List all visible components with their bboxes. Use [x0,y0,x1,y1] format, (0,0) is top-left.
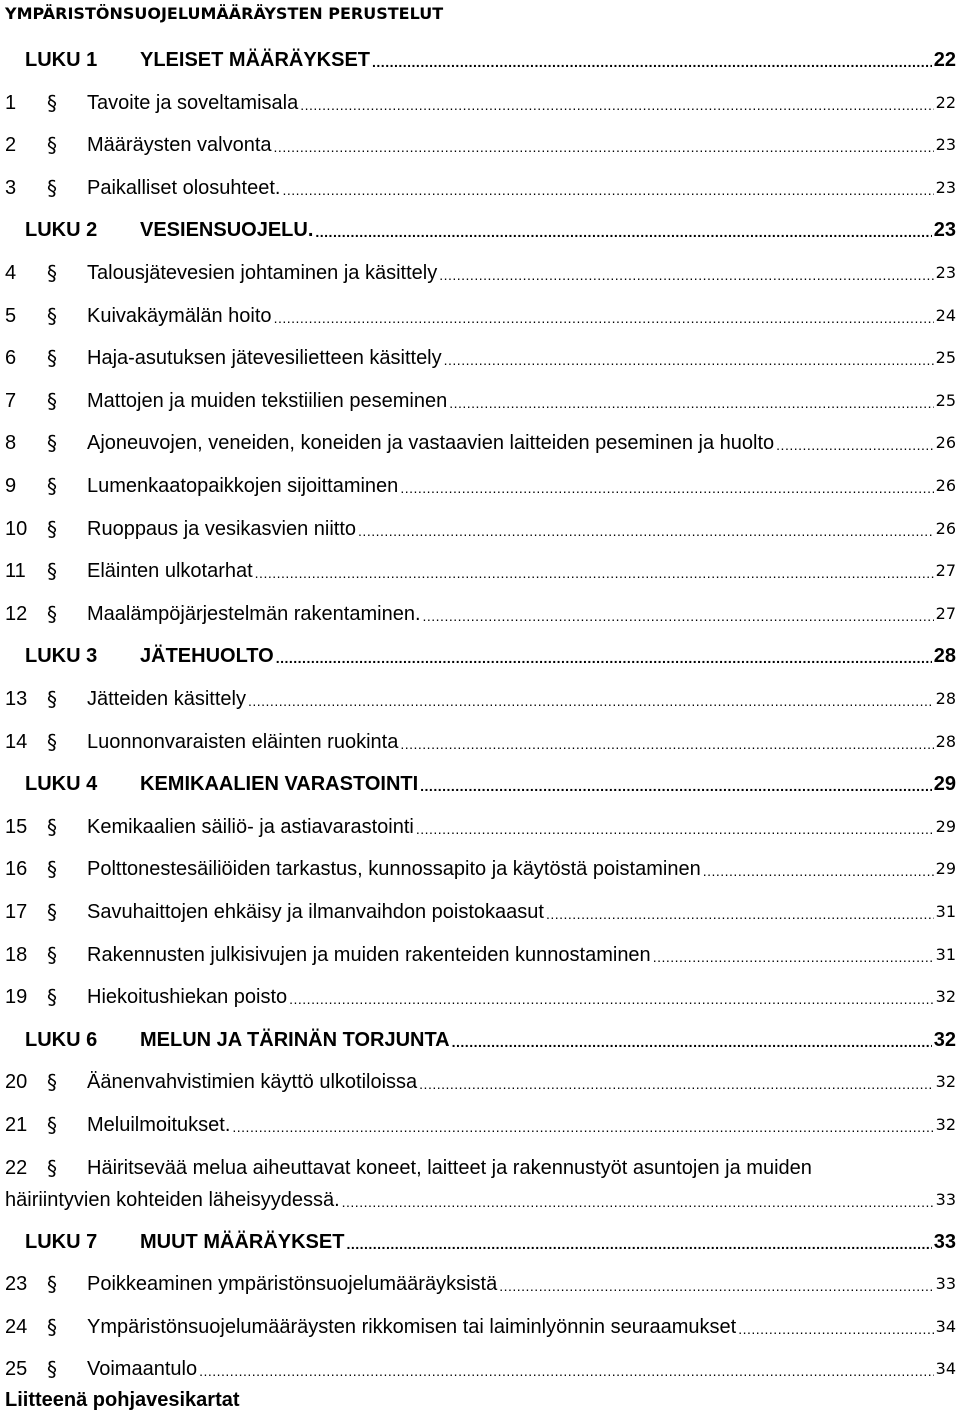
page-number: 23 [935,178,956,197]
section-sign-icon: § [47,985,57,1009]
page-number: 32 [935,987,956,1006]
toc-section-row[interactable] [5,809,956,839]
page-number: 33 [933,1231,956,1253]
page-number: 32 [935,1115,956,1134]
toc-entry-label: Paikalliset olosuhteet. [87,177,281,199]
section-number: 23 [5,1273,28,1295]
toc-entry-label: Maalämpöjärjestelmän rakentaminen. [87,603,421,625]
toc-section-row[interactable] [5,255,956,285]
chapter-number: LUKU 1 [25,49,98,71]
page-number: 31 [935,902,956,921]
section-number: 16 [5,858,28,880]
toc-section-row[interactable] [5,681,956,711]
section-sign-icon: § [47,559,57,583]
toc-entry-label: Luonnonvaraisten eläinten ruokinta [87,731,399,753]
section-sign-icon: § [47,133,57,157]
section-number: 19 [5,986,28,1008]
toc-section-row[interactable] [5,553,956,583]
section-number: 15 [5,816,28,838]
section-sign-icon: § [47,943,57,967]
dot-leader [400,730,933,754]
toc-section-row[interactable] [5,1107,956,1137]
page-number: 23 [935,263,956,282]
section-number: 9 [5,475,17,497]
page-number: 28 [933,645,956,667]
dot-leader [703,857,934,881]
section-number: 4 [5,262,17,284]
dot-leader [653,943,934,967]
toc-entry-label: MELUN JA TÄRINÄN TORJUNTA [140,1029,450,1051]
toc-entry-label: VESIENSUOJELU. [140,219,314,241]
section-number: 5 [5,305,17,327]
section-number: 22 [5,1157,28,1179]
page-number: 25 [935,348,956,367]
section-sign-icon: § [47,474,57,498]
toc-entry-label-continued: häiriintyvien kohteiden läheisyydessä. [5,1189,340,1211]
section-sign-icon: § [47,261,57,285]
section-sign-icon: § [47,517,57,541]
dot-leader [776,431,933,455]
chapter-number: LUKU 7 [25,1231,98,1253]
dot-leader [439,261,933,285]
toc-section-row[interactable] [5,724,956,754]
toc-entry-label: Määräysten valvonta [87,134,272,156]
toc-entry-label: Voimaantulo [87,1358,198,1380]
chapter-number: LUKU 4 [25,773,98,795]
dot-leader [300,91,933,115]
page-number: 27 [935,561,956,580]
dot-leader [546,900,934,924]
page-number: 28 [935,689,956,708]
page-number: 23 [933,219,956,241]
chapter-number: LUKU 2 [25,219,98,241]
section-sign-icon: § [47,1357,57,1381]
section-number: 14 [5,731,28,753]
toc-entry-label: Häiritsevää melua aiheuttavat koneet, laitteet ja rakennustyöt asuntojen ja muiden [87,1157,812,1179]
page-number: 22 [935,93,956,112]
page-number: 26 [935,476,956,495]
dot-leader [400,474,933,498]
toc-section-row[interactable] [5,1064,956,1094]
page-number: 31 [935,945,956,964]
dot-leader [449,389,933,413]
toc-chapter-row[interactable] [5,1022,956,1052]
section-number: 12 [5,603,28,625]
page-number: 32 [933,1029,956,1051]
section-number: 13 [5,688,28,710]
section-number: 18 [5,944,28,966]
section-sign-icon: § [47,687,57,711]
dot-leader [444,346,934,370]
section-number: 6 [5,347,17,369]
dot-leader [315,218,931,242]
toc-section-row-wrapped[interactable] [5,1152,956,1216]
dot-leader [232,1113,933,1137]
section-sign-icon: § [47,1156,57,1180]
section-number: 10 [5,518,28,540]
toc-chapter-row[interactable] [5,766,956,796]
toc-section-row[interactable] [5,1309,956,1339]
toc-entry-label: Poikkeaminen ympäristönsuojelumääräyksistä [87,1273,498,1295]
toc-entry-label: JÄTEHUOLTO [140,645,274,667]
section-sign-icon: § [47,1315,57,1339]
section-number: 25 [5,1358,28,1380]
section-sign-icon: § [47,431,57,455]
section-sign-icon: § [47,815,57,839]
toc-entry-label: Savuhaittojen ehkäisy ja ilmanvaihdon poistokaasut [87,901,544,923]
toc-entry-label: Eläinten ulkotarhat [87,560,253,582]
toc-section-row[interactable] [5,596,956,626]
page-number: 29 [935,817,956,836]
section-sign-icon: § [47,389,57,413]
section-sign-icon: § [47,730,57,754]
section-number: 3 [5,177,17,199]
dot-leader [419,1070,933,1094]
toc-section-row[interactable] [5,851,956,881]
section-sign-icon: § [47,1113,57,1137]
toc-entry-label: Talousjätevesien johtaminen ja käsittely [87,262,438,284]
toc-section-row[interactable] [5,1266,956,1296]
page-number: 28 [935,732,956,751]
page-number: 33 [935,1190,956,1209]
appendix-note: Liitteenä pohjavesikartat [5,1389,240,1411]
dot-leader [274,304,934,328]
chapter-number: LUKU 3 [25,645,98,667]
toc-entry-label: Polttonestesäiliöiden tarkastus, kunnossapito ja käytöstä poistaminen [87,858,701,880]
dot-leader [499,1272,933,1296]
section-sign-icon: § [47,857,57,881]
section-number: 17 [5,901,28,923]
toc-section-row[interactable] [5,979,956,1009]
dot-leader [423,602,934,626]
toc-entry-label: Ympäristönsuojelumääräysten rikkomisen tai laiminlyönnin seuraamukset [87,1316,737,1338]
page-number: 27 [935,604,956,623]
section-number: 8 [5,432,17,454]
toc-chapter-row[interactable] [5,638,956,668]
toc-section-row[interactable] [5,170,956,200]
toc-section-row[interactable] [5,298,956,328]
toc-chapter-row[interactable] [5,42,956,72]
dot-leader [289,985,934,1009]
dot-leader [282,176,933,200]
toc-entry-label: KEMIKAALIEN VARASTOINTI [140,773,419,795]
section-sign-icon: § [47,602,57,626]
toc-section-row[interactable] [5,85,956,115]
page-number: 25 [935,391,956,410]
section-number: 21 [5,1114,28,1136]
toc-chapter-row[interactable] [5,212,956,242]
toc-entry-label: Kemikaalien säiliö- ja astiavarastointi [87,816,414,838]
dot-leader [416,815,934,839]
toc-entry-label: Jätteiden käsittely [87,688,246,710]
page-number: 23 [935,135,956,154]
toc-chapter-row[interactable] [5,1224,956,1254]
dot-leader [372,48,932,72]
dot-leader [199,1357,934,1381]
page-number: 29 [935,859,956,878]
dot-leader [274,133,934,157]
toc-entry-label: Lumenkaatopaikkojen sijoittaminen [87,475,399,497]
toc-entry-label: Ruoppaus ja vesikasvien niitto [87,518,357,540]
section-number: 24 [5,1316,28,1338]
toc-entry-label: Meluilmoitukset. [87,1114,231,1136]
section-number: 1 [5,92,17,114]
toc-entry-label: Ajoneuvojen, veneiden, koneiden ja vastaavien laitteiden peseminen ja huolto [87,432,775,454]
dot-leader [342,1184,934,1216]
dot-leader [420,772,932,796]
dot-leader [255,559,934,583]
toc-section-row[interactable] [5,511,956,541]
section-sign-icon: § [47,176,57,200]
section-sign-icon: § [47,900,57,924]
chapter-number: LUKU 6 [25,1029,98,1051]
toc-entry-label: Hiekoitushiekan poisto [87,986,288,1008]
toc-entry-label: Rakennusten julkisivujen ja muiden rakenteiden kunnostaminen [87,944,651,966]
page-number: 22 [933,49,956,71]
section-sign-icon: § [47,1272,57,1296]
toc-section-row[interactable] [5,937,956,967]
toc-entry-label: Haja-asutuksen jätevesilietteen käsittely [87,347,442,369]
page-number: 34 [935,1317,956,1336]
toc-section-row[interactable] [5,468,956,498]
section-sign-icon: § [47,91,57,115]
dot-leader [346,1230,931,1254]
toc-section-row[interactable] [5,340,956,370]
page-number: 34 [935,1359,956,1378]
page-number: 32 [935,1072,956,1091]
toc-entry-label: Äänenvahvistimien käyttö ulkotiloissa [87,1071,418,1093]
toc-section-row[interactable] [5,894,956,924]
dot-leader [452,1028,932,1052]
page-number: 26 [935,433,956,452]
section-sign-icon: § [47,1070,57,1094]
toc-section-row[interactable] [5,1351,956,1381]
section-number: 2 [5,134,17,156]
toc-section-row[interactable] [5,383,956,413]
dot-leader [738,1315,933,1339]
page-number: 29 [933,773,956,795]
toc-section-row[interactable] [5,127,956,157]
section-sign-icon: § [47,304,57,328]
toc-entry-label: Mattojen ja muiden tekstiilien peseminen [87,390,448,412]
section-number: 11 [5,560,26,582]
dot-leader [358,517,934,541]
toc-entry-label: YLEISET MÄÄRÄYKSET [140,49,371,71]
toc-entry-label: Kuivakäymälän hoito [87,305,272,327]
section-sign-icon: § [47,346,57,370]
page-number: 24 [935,306,956,325]
dot-leader [276,644,932,668]
toc-section-row[interactable] [5,425,956,455]
dot-leader [248,687,934,711]
section-number: 7 [5,390,17,412]
document-title: YMPÄRISTÖNSUOJELUMÄÄRÄYSTEN PERUSTELUT [5,4,444,23]
page-number: 33 [935,1274,956,1293]
toc-entry-label: MUUT MÄÄRÄYKSET [140,1231,345,1253]
page-number: 26 [935,519,956,538]
section-number: 20 [5,1071,28,1093]
toc-entry-label: Tavoite ja soveltamisala [87,92,299,114]
